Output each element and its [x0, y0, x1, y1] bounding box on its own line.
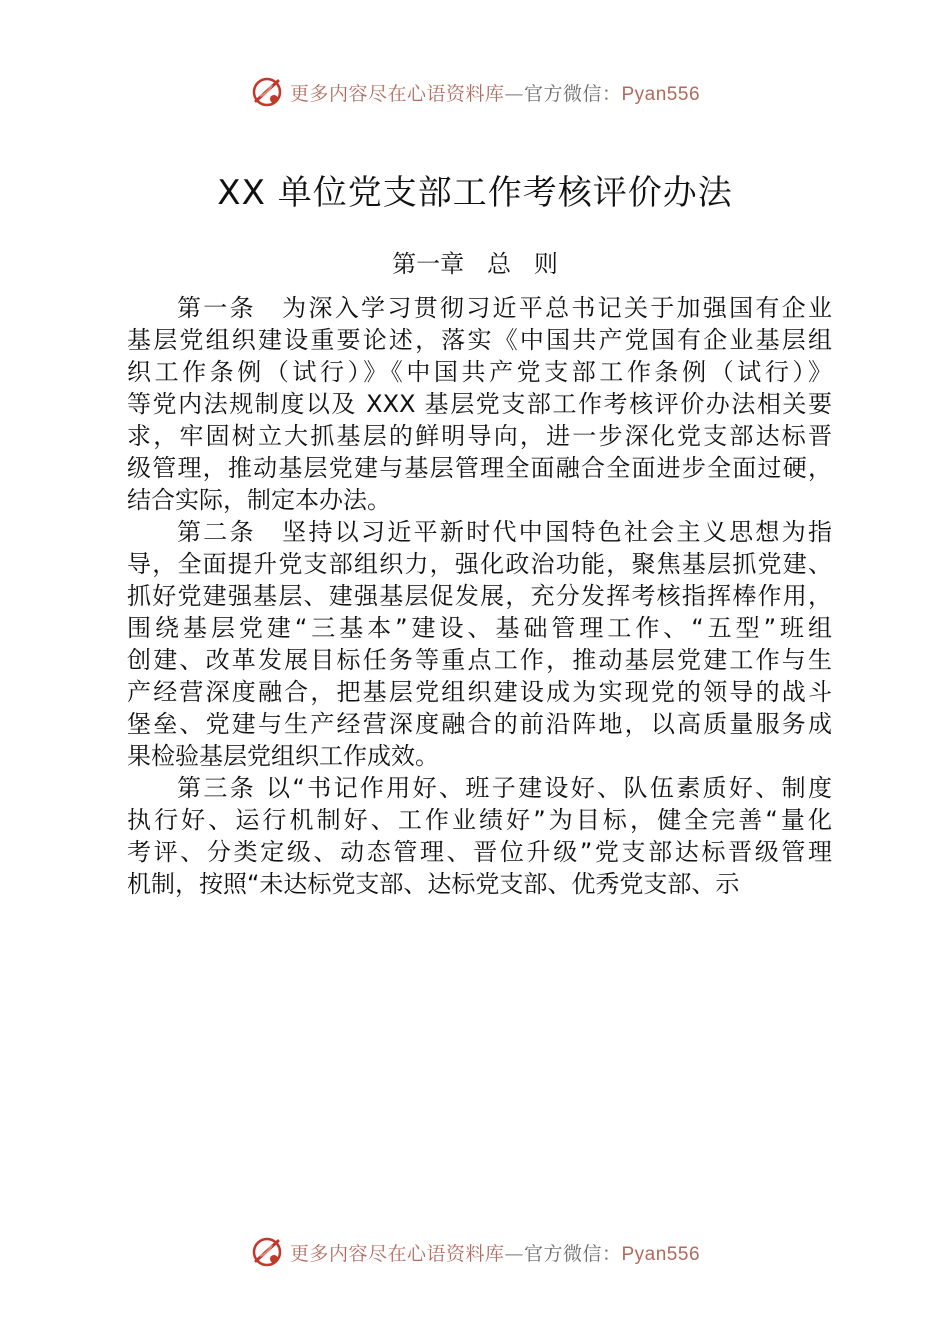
text-line: 执行好、运行机制好、工作业绩好”为目标，健全完善“量化 [127, 806, 832, 834]
text-line: 围绕基层党建“三基本”建设、基础管理工作、“五型”班组 [127, 614, 832, 642]
text-line: 创建、改革发展目标任务等重点工作，推动基层党建工作与生 [127, 646, 832, 674]
watermark-banner-bottom [0, 1230, 950, 1274]
watermark-banner-top [0, 70, 950, 114]
text-line: 求，牢固树立大抓基层的鲜明导向，进一步深化党支部达标晋 [127, 422, 832, 450]
watermark-site-text: 更多内容尽在心语资料库 [289, 1242, 505, 1265]
text-line: 第三条 以“书记作用好、班子建设好、队伍素质好、制度 [177, 774, 832, 802]
watermark-site-text: 更多内容尽在心语资料库 [289, 82, 505, 105]
text-line: 结合实际，制定本办法。 [127, 486, 391, 514]
text-line: 第二条 坚持以习近平新时代中国特色社会主义思想为指 [177, 518, 832, 546]
watermark-wechat-label: 官方微信： [523, 1242, 622, 1265]
text-line: 机制，按照“未达标党支部、达标党支部、优秀党支部、示 [127, 870, 740, 898]
watermark-wechat-label: 官方微信： [523, 82, 622, 105]
watermark-text [290, 1239, 700, 1266]
text-line: 织工作条例（试行）》《中国共产党支部工作条例（试行）》 [127, 358, 832, 386]
text-line: 抓好党建强基层、建强基层促发展，充分发挥考核指挥棒作用， [127, 582, 832, 610]
text-line: 第一条 为深入学习贯彻习近平总书记关于加强国有企业 [177, 294, 832, 322]
text-line: 基层党组织建设重要论述，落实《中国共产党国有企业基层组 [127, 326, 832, 354]
text-line: 考评、分类定级、动态管理、晋位升级”党支部达标晋级管理 [127, 838, 832, 866]
text-line: 导，全面提升党支部组织力，强化政治功能，聚焦基层抓党建、 [127, 550, 832, 578]
chapter-heading: 第一章 总 则 [392, 250, 558, 278]
document-title: XX 单位党支部工作考核评价办法 [217, 173, 733, 213]
text-line: 等党内法规制度以及 XXX 基层党支部工作考核评价办法相关要 [127, 390, 832, 418]
text-line: 产经营深度融合，把基层党组织建设成为实现党的领导的战斗 [127, 678, 832, 706]
library-logo-icon [250, 75, 284, 109]
library-logo-icon [250, 1235, 284, 1269]
watermark-wechat-id: Pyan556 [621, 1243, 701, 1265]
text-line: 果检验基层党组织工作成效。 [127, 742, 439, 770]
document-body [127, 292, 832, 900]
watermark-wechat-id: Pyan556 [621, 83, 701, 105]
watermark-text [290, 79, 700, 106]
watermark-separator: — [504, 1242, 524, 1265]
text-line: 级管理，推动基层党建与基层管理全面融合全面进步全面过硬， [127, 454, 832, 482]
text-line: 堡垒、党建与生产经营深度融合的前沿阵地，以高质量服务成 [127, 710, 832, 738]
watermark-separator: — [504, 82, 524, 105]
